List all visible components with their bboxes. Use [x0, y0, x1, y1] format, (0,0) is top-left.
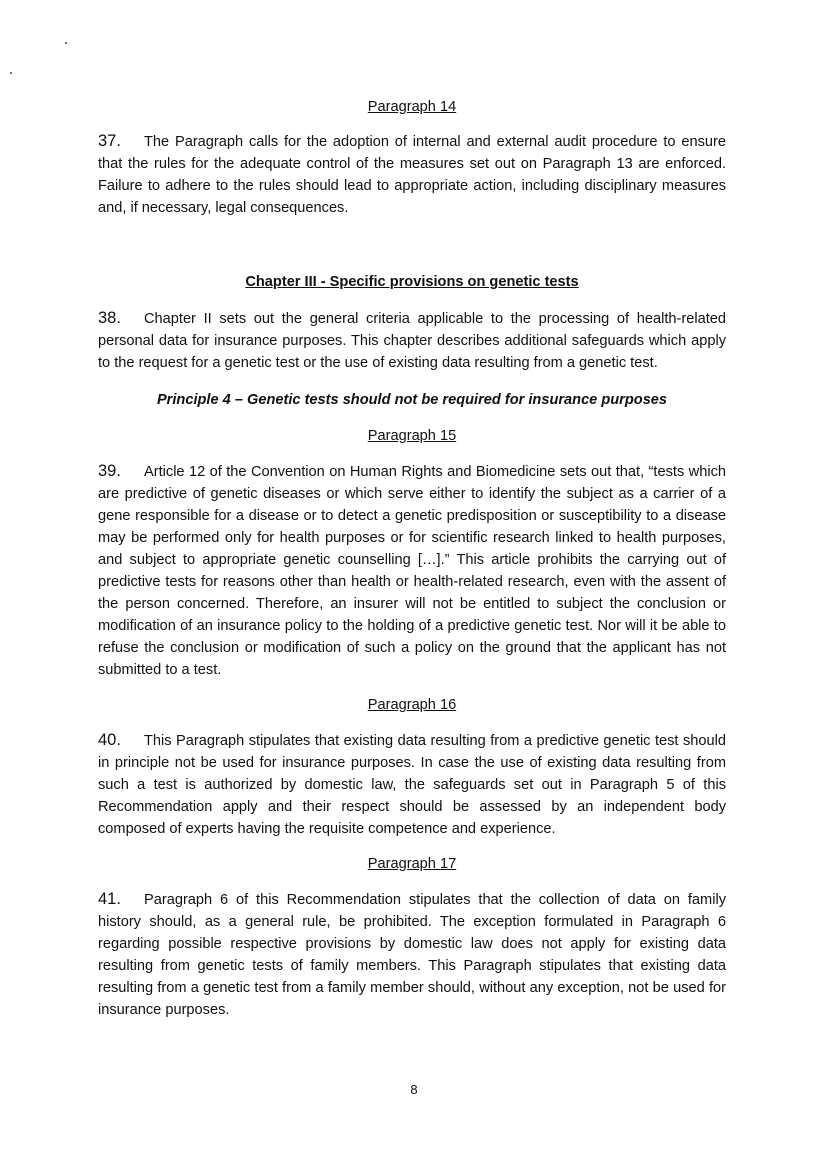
paragraph-number: 40. — [98, 731, 121, 749]
scan-speck — [65, 42, 67, 44]
paragraph-number: 41. — [98, 890, 121, 908]
paragraph-15-heading: Paragraph 15 — [367, 428, 457, 444]
paragraph-37 — [98, 130, 726, 219]
paragraph-number: 37. — [98, 132, 121, 150]
paragraph-text: This Paragraph stipulates that existing data resulting from a predictive genetic test should in principle not be used for insurance purposes. In case the use of existing data resulting from such a test is authorized by domestic law, the safeguards set out in Paragraph 5 of this Recommendation apply and their respect should be assessed by an independent body composed of experts having the requisite competence and experience. — [98, 733, 726, 837]
paragraph-38 — [98, 307, 726, 374]
paragraph-41 — [98, 888, 726, 1021]
paragraph-text: Article 12 of the Convention on Human Rights and Biomedicine sets out that, “tests which are predictive of genetic diseases or which serve either to identify the subject as a carrier of a gene responsible for a disease or to detect a genetic predisposition or susceptibility to a disease may be performed only for health purposes or for scientific research linked to health purposes, and subject to appropriate genetic counselling […].” This article prohibits the carrying out of predictive tests for reasons other than health or health-related research, even with the assent of the person concerned. Therefore, an insurer will not be entitled to subject the conclusion or modification of an insurance policy to the holding of a predictive genetic test. Nor will it be able to refuse the conclusion or modification of such a policy on the ground that the applicant has not submitted to a test. — [98, 464, 726, 678]
scan-speck — [10, 72, 12, 74]
paragraph-text: Chapter II sets out the general criteria applicable to the processing of health-related personal data for insurance purposes. This chapter describes additional safeguards which apply to the request for a genetic test or the use of existing data resulting from a genetic test. — [98, 311, 726, 371]
paragraph-text: Paragraph 6 of this Recommendation stipulates that the collection of data on family history should, as a general rule, be prohibited. The exception formulated in Paragraph 6 regarding possible respective provisions by domestic law does not apply for existing data resulting from genetic tests of family members. This Paragraph stipulates that existing data resulting from a genetic test from a family member should, without any exception, not be used for insurance purposes. — [98, 892, 726, 1018]
paragraph-number: 38. — [98, 309, 121, 327]
paragraph-16-heading: Paragraph 16 — [367, 697, 457, 713]
chapter-heading: Chapter III - Specific provisions on genetic tests — [245, 274, 579, 290]
document-page — [98, 96, 726, 1021]
principle-heading: Principle 4 – Genetic tests should not be required for insurance purposes — [156, 392, 668, 408]
page-number: 8 — [410, 1082, 418, 1097]
paragraph-number: 39. — [98, 462, 121, 480]
paragraph-40 — [98, 729, 726, 840]
paragraph-39 — [98, 460, 726, 681]
paragraph-text: The Paragraph calls for the adoption of internal and external audit procedure to ensure that the rules for the adequate control of the measures set out on Paragraph 13 are enforced. Failure to adhere to the rules should lead to appropriate action, including disciplinary measures and, if necessary, legal consequences. — [98, 134, 726, 216]
paragraph-14-heading: Paragraph 14 — [367, 99, 457, 115]
paragraph-17-heading: Paragraph 17 — [367, 856, 457, 872]
